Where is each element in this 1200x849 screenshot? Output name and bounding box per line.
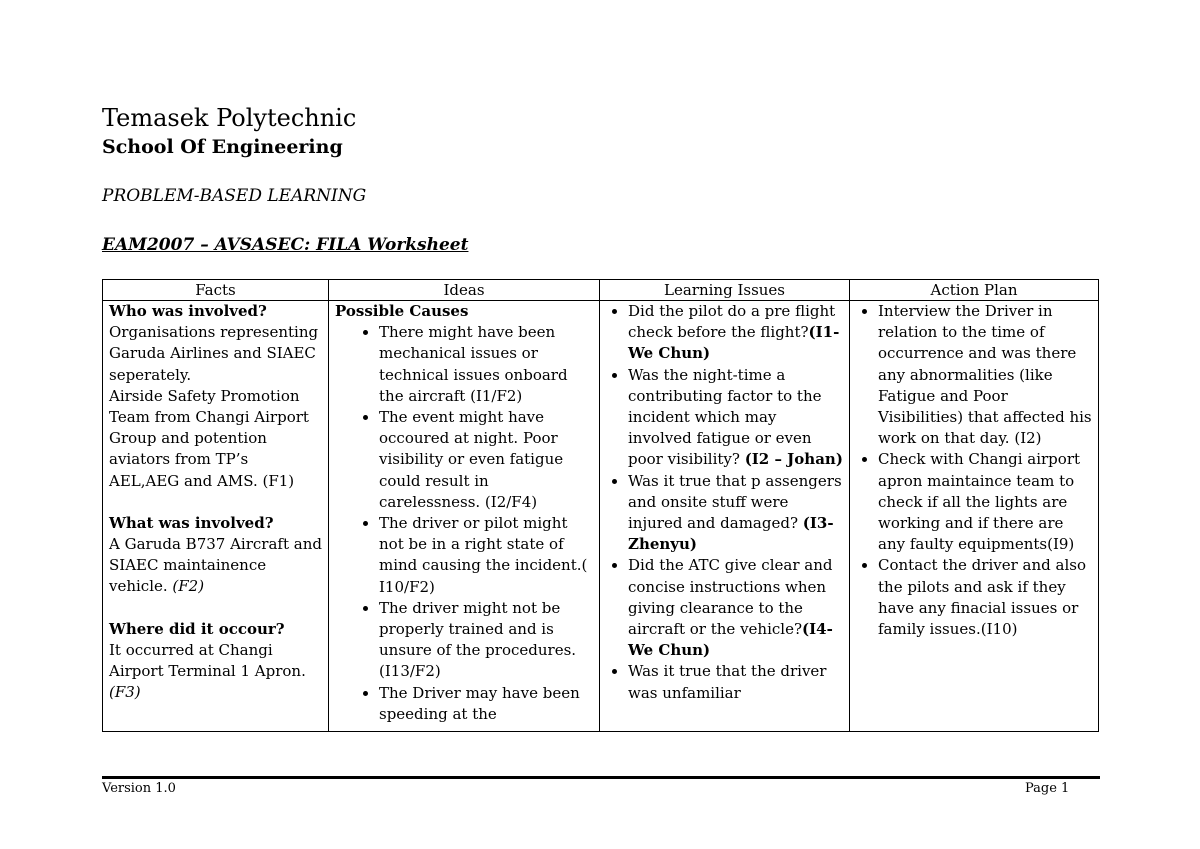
facts-question-who: Who was involved? xyxy=(109,302,267,320)
learning-issues-list xyxy=(606,301,843,704)
issue-tag: (I1-We Chun) xyxy=(628,323,840,363)
institution-title: Temasek Polytechnic xyxy=(102,104,357,132)
list-item: • The event might have occoured at night. Poor visibility or even fatigue could result in carelessness. (I2/F4) xyxy=(379,407,593,513)
version-label: Version 1.0 xyxy=(102,781,176,796)
header-action-plan: Action Plan xyxy=(850,280,1099,301)
table-row xyxy=(103,301,1099,732)
list-item: • Contact the driver and also the pilots and ask if they have any finacial issues or family issues.(I10) xyxy=(878,555,1092,640)
ideas-cell xyxy=(329,301,600,732)
action-plan-cell xyxy=(850,301,1099,732)
issue-tag: (I4- We Chun) xyxy=(628,620,833,660)
issue-text: Did the ATC give clear and concise instructions when giving clearance to the aircraft or the vehicle? xyxy=(628,556,833,639)
list-item xyxy=(628,471,843,556)
list-item: • The Driver may have been speeding at the xyxy=(379,683,593,725)
footer-divider xyxy=(102,776,1100,779)
action-plan-list xyxy=(856,301,1092,640)
header-ideas: Ideas xyxy=(329,280,600,301)
facts-answer-where-text: It occurred at Changi Airport Terminal 1 Apron. xyxy=(109,640,306,681)
facts-answer-where xyxy=(109,640,322,704)
list-item: • There might have been mechanical issues or technical issues onboard the aircraft (I1/F2) xyxy=(379,322,593,407)
header-facts: Facts xyxy=(103,280,329,301)
issue-tag: (I3- Zhenyu) xyxy=(628,514,834,554)
list-item: • Check with Changi airport apron maintaince team to check if all the lights are working and if there are any faulty equipments(I9) xyxy=(878,449,1092,555)
list-item: • The driver might not be properly trained and is unsure of the procedures.(I13/F2) xyxy=(379,598,593,683)
facts-answer-where-ref: (F3) xyxy=(109,683,141,702)
facts-answer-who-2: Airside Safety Promotion Team from Changi Airport Group and potention aviators from TP’s AEL,AEG and AMS. (F1) xyxy=(109,386,309,490)
issue-text: Was it true that p assengers and onsite stuff were injured and damaged? xyxy=(628,471,842,533)
table-header-row xyxy=(103,280,1099,301)
facts-question-what: What was involved? xyxy=(109,513,274,532)
ideas-heading: Possible Causes xyxy=(335,302,469,320)
learning-issues-cell xyxy=(600,301,850,732)
ideas-list xyxy=(335,322,593,725)
facts-answer-what-text: A Garuda B737 Aircraft and SIAEC maintainence vehicle. xyxy=(109,535,322,596)
fila-table xyxy=(102,279,1099,732)
header-learning-issues: Learning Issues xyxy=(600,280,850,301)
issue-text: Was it true that the driver was unfamiliar xyxy=(628,662,827,702)
issue-tag: (I2 – Johan) xyxy=(744,450,843,469)
facts-answer-what xyxy=(109,534,322,598)
worksheet-title: EAM2007 – AVSASEC: FILA Worksheet xyxy=(102,235,469,255)
issue-text: Did the pilot do a pre flight check before the flight? xyxy=(628,302,836,342)
document-subtitle: PROBLEM-BASED LEARNING xyxy=(102,186,367,206)
list-item: • The driver or pilot might not be in a right state of mind causing the incident.( I10/F2) xyxy=(379,513,593,598)
page-number: Page 1 xyxy=(1025,781,1070,796)
facts-question-where: Where did it occour? xyxy=(109,619,285,638)
school-title: School Of Engineering xyxy=(102,136,343,158)
list-item xyxy=(628,301,843,365)
list-item: • Interview the Driver in relation to the time of occurrence and was there any abnormalities (like Fatigue and Poor Visibilities) that affected his work on that day. (I2) xyxy=(878,301,1092,449)
facts-cell xyxy=(103,301,329,732)
list-item xyxy=(628,365,843,471)
list-item xyxy=(628,555,843,661)
facts-answer-who: Organisations representing Garuda Airlines and SIAEC seperately. xyxy=(109,323,319,384)
list-item xyxy=(628,661,843,703)
issue-text: Was the night-time a contributing factor to the incident which may involved fatigue or even poor visibility? xyxy=(628,365,822,469)
facts-answer-what-ref: (F2) xyxy=(172,577,205,596)
